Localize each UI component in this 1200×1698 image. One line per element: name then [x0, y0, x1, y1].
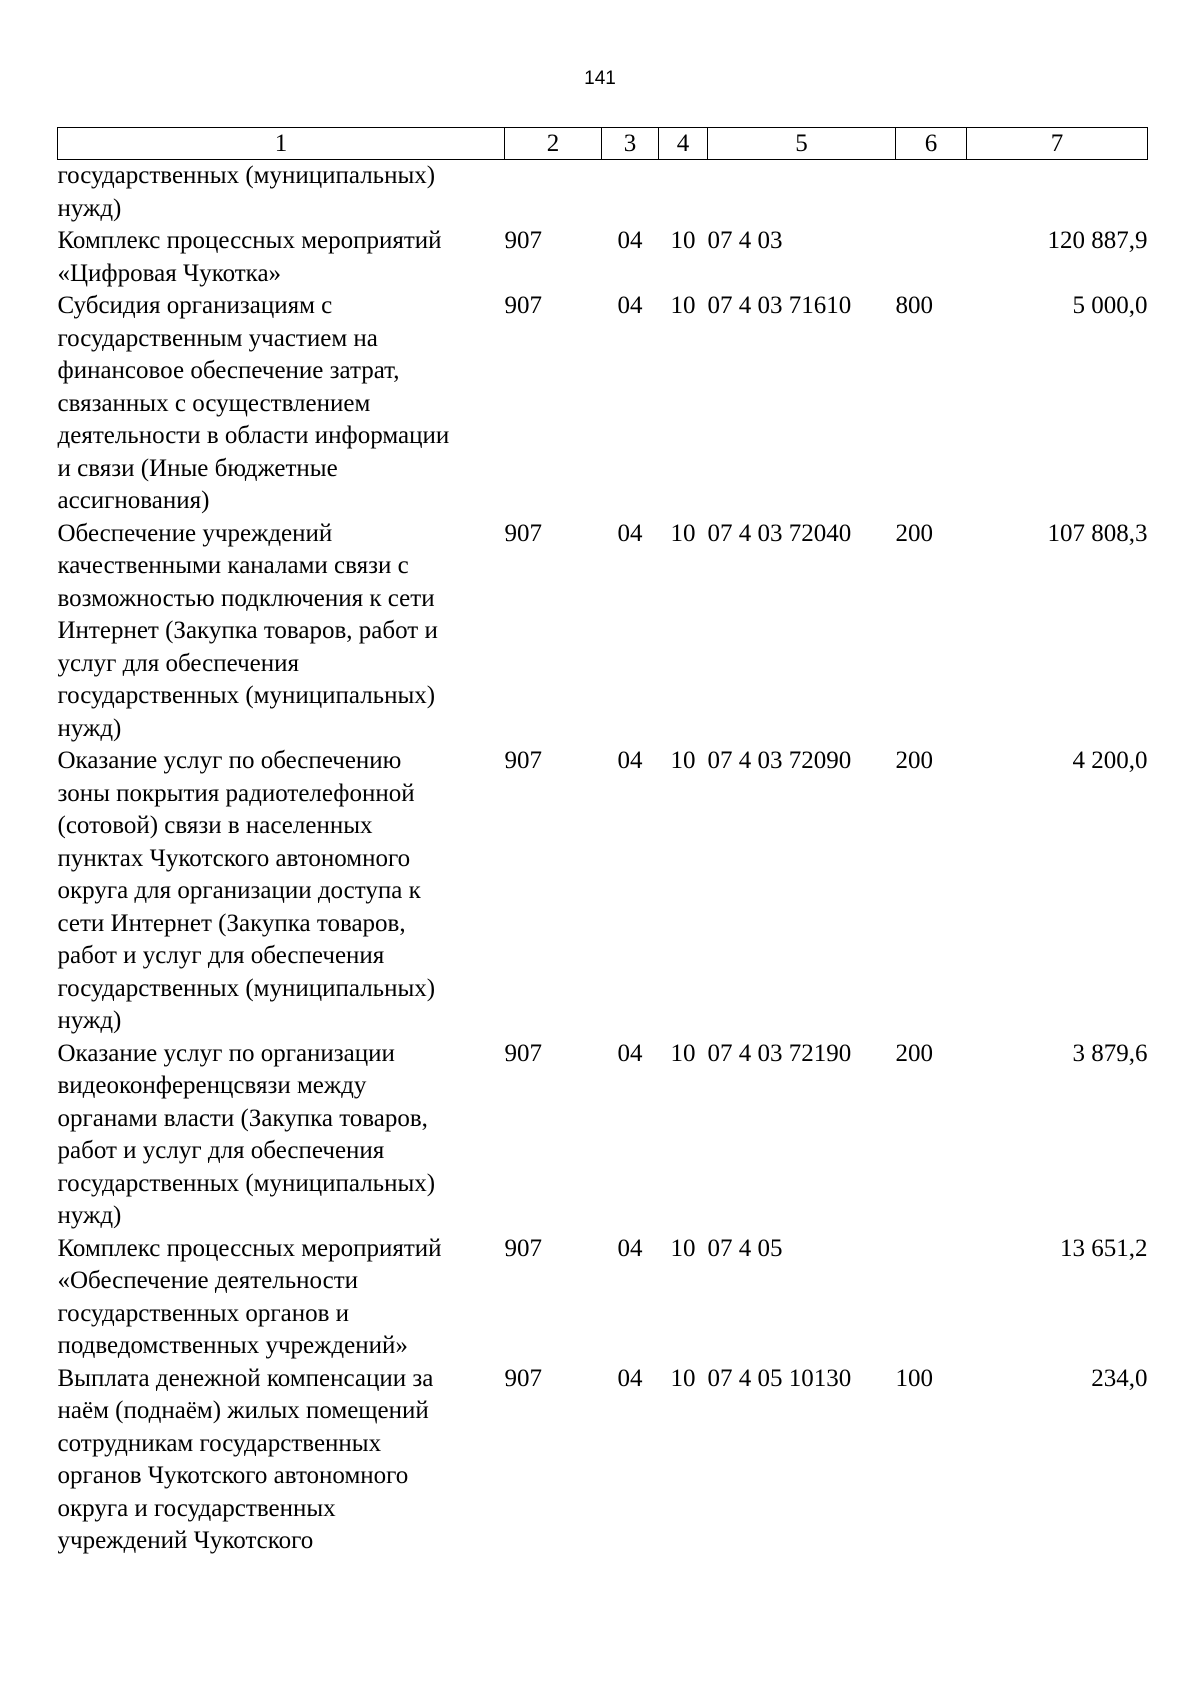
row-section-code: 04 — [617, 747, 643, 774]
row-target-article-code: 07 4 03 72040 — [707, 519, 852, 547]
row-section-code: 04 — [617, 292, 643, 319]
row-subsection-code: 10 — [670, 227, 696, 254]
row-amount: 4 200,0 — [1072, 747, 1148, 774]
row-name-line: Интернет (Закупка товаров, работ и — [57, 617, 438, 644]
row-name-line: округа для организации доступа к — [57, 877, 421, 904]
row-ved-code: 907 — [504, 1364, 542, 1392]
row-name — [58, 290, 505, 518]
table-row — [58, 1363, 1148, 1558]
row-expense-type-code: 200 — [895, 1039, 933, 1067]
row-name-line: нужд) — [57, 1007, 122, 1034]
row-name-line: государственных (муниципальных) — [57, 682, 436, 709]
row-subsection-code — [659, 160, 708, 226]
row-name-line: государственным участием на — [57, 324, 378, 352]
table-row — [58, 1233, 1148, 1363]
row-name-line: Оказание услуг по обеспечению — [57, 747, 402, 774]
row-name-line: нужд) — [57, 194, 122, 222]
row-name-line: Субсидия организациям с — [57, 292, 333, 319]
row-name-line: сети Интернет (Закупка товаров, — [57, 909, 406, 937]
budget-table — [57, 127, 1148, 1558]
column-header-1: 1 — [58, 128, 505, 160]
table-row — [58, 225, 1148, 290]
column-number-row — [58, 128, 1148, 160]
table-row — [58, 518, 1148, 746]
row-name-line: сотрудникам государственных — [57, 1429, 382, 1457]
row-name-line: нужд) — [57, 714, 122, 742]
row-target-article-code: 07 4 05 10130 — [707, 1364, 852, 1392]
column-header-3: 3 — [602, 128, 659, 160]
row-name-line: Выплата денежной компенсации за — [57, 1364, 434, 1392]
row-name-line: наём (поднаём) жилых помещений — [57, 1397, 429, 1424]
row-amount: 107 808,3 — [1047, 519, 1148, 547]
row-name — [58, 518, 505, 746]
row-name-line: «Обеспечение деятельности — [57, 1267, 359, 1294]
row-ved-code: 907 — [504, 519, 542, 547]
row-name — [58, 745, 505, 1038]
row-name-line: связанных с осуществлением — [57, 389, 371, 417]
row-name-line: деятельности в области информации — [57, 422, 450, 449]
row-target-article-code: 07 4 03 72190 — [707, 1039, 852, 1067]
row-name-line: видеоконференцсвязи между — [57, 1072, 367, 1099]
row-name-line: государственных (муниципальных) — [57, 974, 436, 1002]
row-ved-code: 907 — [504, 1039, 542, 1067]
row-name-line: нужд) — [57, 1202, 122, 1229]
row-name — [58, 1038, 505, 1233]
row-expense-type-code: 800 — [895, 292, 933, 319]
row-section-code: 04 — [617, 227, 643, 254]
row-amount: 120 887,9 — [1047, 227, 1148, 254]
row-name-line: «Цифровая Чукотка» — [57, 259, 282, 287]
row-target-article-code: 07 4 03 72090 — [707, 747, 852, 774]
row-name-line: государственных (муниципальных) — [57, 162, 436, 189]
row-section-code: 04 — [617, 1039, 643, 1067]
column-header-2: 2 — [505, 128, 602, 160]
row-expense-type-code — [896, 225, 967, 290]
row-name-line: пунктах Чукотского автономного — [57, 844, 411, 872]
column-header-7: 7 — [967, 128, 1148, 160]
row-expense-type-code — [896, 1233, 967, 1363]
row-amount: 3 879,6 — [1072, 1039, 1148, 1067]
row-name-line: Комплекс процессных мероприятий — [57, 227, 442, 254]
row-target-article-code: 07 4 05 — [707, 1234, 783, 1262]
row-section-code: 04 — [617, 519, 643, 547]
row-name-line: работ и услуг для обеспечения — [57, 942, 385, 969]
row-name-line: (сотовой) связи в населенных — [57, 812, 373, 839]
table-row — [58, 160, 1148, 226]
row-expense-type-code — [896, 160, 967, 226]
column-header-5: 5 — [708, 128, 896, 160]
row-amount: 13 651,2 — [1060, 1234, 1148, 1262]
column-header-4: 4 — [659, 128, 708, 160]
table-row — [58, 1038, 1148, 1233]
row-name-line: возможностью подключения к сети — [57, 584, 435, 612]
row-subsection-code: 10 — [670, 1234, 696, 1262]
row-name-line: работ и услуг для обеспечения — [57, 1137, 385, 1164]
row-name-line: государственных органов и — [57, 1299, 350, 1327]
row-name — [58, 160, 505, 226]
row-name-line: финансовое обеспечение затрат, — [57, 357, 400, 384]
row-amount: 5 000,0 — [1072, 292, 1148, 319]
row-name-line: Оказание услуг по организации — [57, 1039, 395, 1067]
row-name-line: подведомственных учреждений» — [57, 1332, 408, 1359]
row-name-line: зоны покрытия радиотелефонной — [57, 779, 415, 807]
row-amount — [967, 160, 1148, 226]
row-target-article-code: 07 4 03 71610 — [707, 292, 852, 319]
row-name-line: государственных (муниципальных) — [57, 1169, 436, 1197]
row-ved-code: 907 — [504, 1234, 542, 1262]
row-name-line: услуг для обеспечения — [57, 649, 300, 677]
row-ved-code: 907 — [504, 292, 542, 319]
row-name-line: ассигнования) — [57, 487, 210, 514]
table-row — [58, 745, 1148, 1038]
column-header-6: 6 — [896, 128, 967, 160]
row-expense-type-code: 200 — [895, 519, 933, 547]
row-amount: 234,0 — [1091, 1364, 1148, 1392]
row-name-line: учреждений Чукотского — [57, 1527, 314, 1554]
row-name-line: Обеспечение учреждений — [57, 519, 333, 547]
row-name-line: Комплекс процессных мероприятий — [57, 1234, 442, 1262]
row-name-line: качественными каналами связи с — [57, 552, 409, 579]
row-ved-code: 907 — [504, 747, 542, 774]
row-target-article-code: 07 4 03 — [707, 227, 783, 254]
row-name-line: органами власти (Закупка товаров, — [57, 1104, 428, 1132]
row-expense-type-code: 100 — [895, 1364, 933, 1392]
row-section-code — [602, 160, 659, 226]
table-row — [58, 290, 1148, 518]
row-name — [58, 1363, 505, 1558]
row-section-code: 04 — [617, 1364, 643, 1392]
row-subsection-code: 10 — [670, 1039, 696, 1067]
row-name-line: округа и государственных — [57, 1494, 336, 1522]
page-number: 141 — [584, 68, 616, 89]
row-subsection-code: 10 — [670, 1364, 696, 1392]
row-target-article-code — [708, 160, 896, 226]
row-ved-code: 907 — [504, 227, 542, 254]
table-body — [58, 160, 1148, 1558]
row-expense-type-code: 200 — [895, 747, 933, 774]
row-subsection-code: 10 — [670, 292, 696, 319]
row-name-line: и связи (Иные бюджетные — [57, 454, 338, 482]
row-name — [58, 1233, 505, 1363]
row-name — [58, 225, 505, 290]
row-subsection-code: 10 — [670, 519, 696, 547]
row-name-line: органов Чукотского автономного — [57, 1462, 409, 1489]
row-subsection-code: 10 — [670, 747, 696, 774]
row-section-code: 04 — [617, 1234, 643, 1262]
row-ved-code — [505, 160, 602, 226]
